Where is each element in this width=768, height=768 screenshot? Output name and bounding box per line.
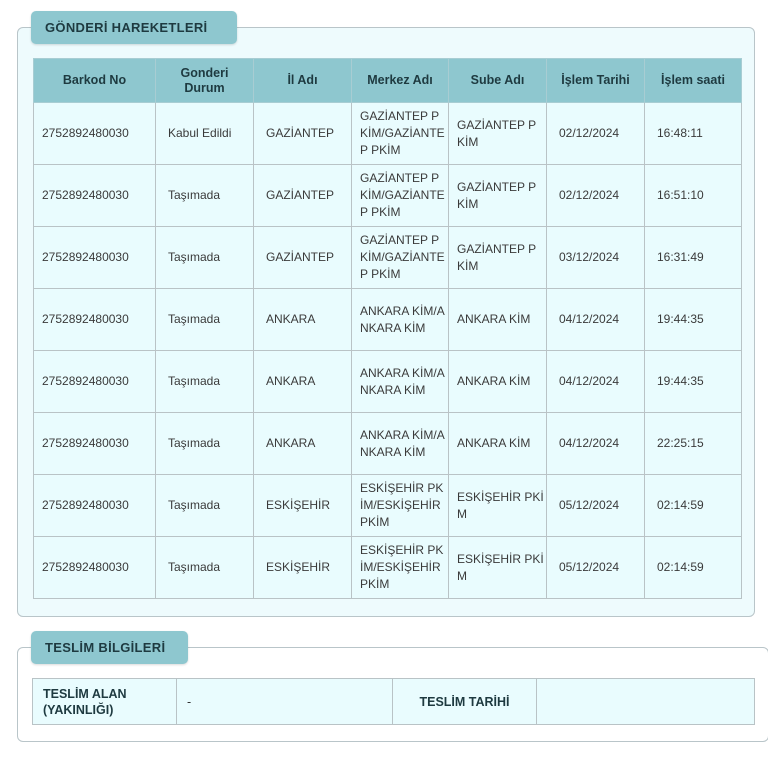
moves-table — [33, 58, 742, 599]
cell-tarih: 05/12/2024 — [547, 537, 645, 599]
moves-panel — [17, 27, 755, 617]
cell-durum: Taşımada — [156, 537, 254, 599]
cell-saat: 16:48:11 — [645, 103, 742, 165]
cell-barkod: 2752892480030 — [34, 351, 156, 413]
cell-merkez: ANKARA KİM/ANKARA KİM — [352, 413, 449, 475]
cell-merkez: ESKİŞEHİR PKİM/ESKİŞEHİR PKİM — [352, 475, 449, 537]
moves-section-title: GÖNDERİ HAREKETLERİ — [31, 11, 237, 44]
cell-tarih: 03/12/2024 — [547, 227, 645, 289]
cell-barkod: 2752892480030 — [34, 289, 156, 351]
table-row — [34, 413, 742, 475]
cell-il: GAZİANTEP — [254, 227, 352, 289]
cell-durum: Taşımada — [156, 227, 254, 289]
cell-il: ESKİŞEHİR — [254, 475, 352, 537]
cell-sube: ESKİŞEHİR PKİM — [449, 537, 547, 599]
cell-merkez: GAZİANTEP PKİM/GAZİANTEP PKİM — [352, 165, 449, 227]
cell-tarih: 04/12/2024 — [547, 351, 645, 413]
cell-saat: 22:25:15 — [645, 413, 742, 475]
cell-saat: 02:14:59 — [645, 537, 742, 599]
receiver-label: TESLİM ALAN (YAKINLIĞI) — [33, 679, 177, 725]
cell-durum: Taşımada — [156, 289, 254, 351]
header-merkez: Merkez Adı — [352, 59, 449, 103]
cell-sube: ANKARA KİM — [449, 351, 547, 413]
cell-tarih: 04/12/2024 — [547, 413, 645, 475]
cell-il: ANKARA — [254, 351, 352, 413]
delivery-row — [33, 679, 755, 725]
moves-table-body — [34, 103, 742, 599]
cell-tarih: 02/12/2024 — [547, 165, 645, 227]
cell-sube: ANKARA KİM — [449, 289, 547, 351]
header-il: İl Adı — [254, 59, 352, 103]
cell-merkez: GAZİANTEP PKİM/GAZİANTEP PKİM — [352, 103, 449, 165]
cell-barkod: 2752892480030 — [34, 103, 156, 165]
cell-durum: Taşımada — [156, 165, 254, 227]
cell-barkod: 2752892480030 — [34, 227, 156, 289]
header-saat: İşlem saati — [645, 59, 742, 103]
cell-merkez: ANKARA KİM/ANKARA KİM — [352, 351, 449, 413]
cell-saat: 19:44:35 — [645, 289, 742, 351]
cell-tarih: 04/12/2024 — [547, 289, 645, 351]
header-sube: Sube Adı — [449, 59, 547, 103]
cell-tarih: 05/12/2024 — [547, 475, 645, 537]
delivery-table — [32, 678, 755, 725]
header-durum: Gonderi Durum — [156, 59, 254, 103]
receiver-value: - — [177, 679, 393, 725]
cell-merkez: ESKİŞEHİR PKİM/ESKİŞEHİR PKİM — [352, 537, 449, 599]
cell-barkod: 2752892480030 — [34, 165, 156, 227]
cell-sube: ESKİŞEHİR PKİM — [449, 475, 547, 537]
cell-durum: Kabul Edildi — [156, 103, 254, 165]
cell-saat: 19:44:35 — [645, 351, 742, 413]
cell-sube: GAZİANTEP PKİM — [449, 165, 547, 227]
delivery-date-value — [537, 679, 755, 725]
cell-durum: Taşımada — [156, 413, 254, 475]
cell-tarih: 02/12/2024 — [547, 103, 645, 165]
header-barkod: Barkod No — [34, 59, 156, 103]
table-row — [34, 103, 742, 165]
cell-saat: 02:14:59 — [645, 475, 742, 537]
cell-sube: ANKARA KİM — [449, 413, 547, 475]
cell-saat: 16:31:49 — [645, 227, 742, 289]
cell-barkod: 2752892480030 — [34, 537, 156, 599]
cell-il: GAZİANTEP — [254, 165, 352, 227]
cell-sube: GAZİANTEP PKİM — [449, 103, 547, 165]
table-row — [34, 475, 742, 537]
moves-table-header-row — [34, 59, 742, 103]
table-row — [34, 289, 742, 351]
cell-il: GAZİANTEP — [254, 103, 352, 165]
table-row — [34, 351, 742, 413]
cell-saat: 16:51:10 — [645, 165, 742, 227]
table-row — [34, 165, 742, 227]
table-row — [34, 537, 742, 599]
delivery-date-label: TESLİM TARİHİ — [393, 679, 537, 725]
cell-il: ANKARA — [254, 289, 352, 351]
cell-merkez: GAZİANTEP PKİM/GAZİANTEP PKİM — [352, 227, 449, 289]
delivery-section-title: TESLİM BİLGİLERİ — [31, 631, 188, 664]
cell-durum: Taşımada — [156, 475, 254, 537]
cell-merkez: ANKARA KİM/ANKARA KİM — [352, 289, 449, 351]
header-tarih: İşlem Tarihi — [547, 59, 645, 103]
table-row — [34, 227, 742, 289]
cell-il: ANKARA — [254, 413, 352, 475]
cell-il: ESKİŞEHİR — [254, 537, 352, 599]
cell-barkod: 2752892480030 — [34, 475, 156, 537]
cell-barkod: 2752892480030 — [34, 413, 156, 475]
cell-sube: GAZİANTEP PKİM — [449, 227, 547, 289]
cell-durum: Taşımada — [156, 351, 254, 413]
